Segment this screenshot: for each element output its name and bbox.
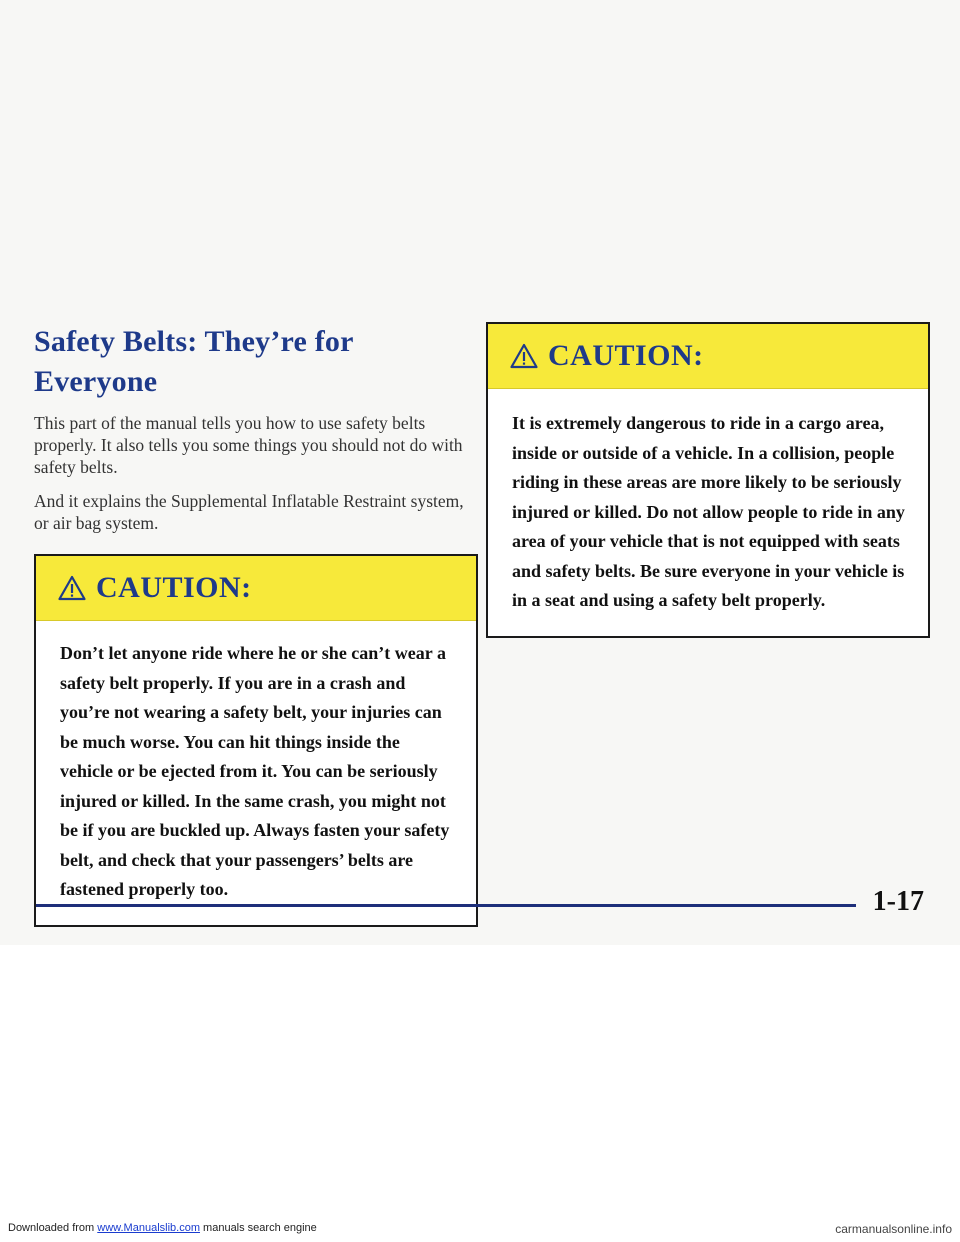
caution-text: It is extremely dangerous to ride in a cargo area, inside or outside of a vehicle. In a collision, people riding in these areas are more likely to be seriously injured or killed. Do not allow people to ride in any area of your vehicle that is not equipped with seats and safety belts. Be sure everyone in your vehicle is in a seat and using a safety belt properly.	[512, 413, 905, 610]
section-title: Safety Belts: They’re for Everyone	[34, 325, 354, 398]
warning-triangle-icon	[510, 343, 538, 369]
page-number: 1-17	[872, 886, 924, 917]
intro-paragraph-2: And it explains the Supplemental Inflatable Restraint system, or air bag system.	[34, 491, 464, 533]
intro-paragraph-1: This part of the manual tells you how to use safety belts properly. It also tells you some things you should not do with safety belts.	[34, 413, 463, 477]
caution-banner	[36, 556, 476, 621]
caution-text: Don’t let anyone ride where he or she can’t wear a safety belt properly. If you are in a crash and you’re not wearing a safety belt, your injuries can be much worse. You can hit things inside the vehicle or be ejected from it. You can be seriously injured or killed. In the same crash, you might not be if you are buckled up. Always fasten your safety belt, and check that your passengers’ belts are fastened properly too.	[60, 643, 450, 899]
caution-banner	[488, 324, 928, 389]
warning-triangle-icon	[58, 575, 86, 601]
right-column	[486, 322, 930, 638]
download-suffix: manuals search engine	[203, 1222, 317, 1234]
download-prefix: Downloaded from	[8, 1222, 95, 1234]
watermark: carmanualsonline.info	[835, 1222, 952, 1236]
caution-box-left	[34, 554, 478, 927]
manualslib-link[interactable]: www.Manualslib.com	[97, 1222, 200, 1234]
footer-rule	[36, 904, 856, 907]
caution-label: CAUTION:	[96, 571, 252, 604]
caution-label: CAUTION:	[548, 339, 704, 372]
caution-box-right	[486, 322, 930, 638]
left-column	[34, 322, 478, 927]
download-bar	[8, 1222, 317, 1234]
